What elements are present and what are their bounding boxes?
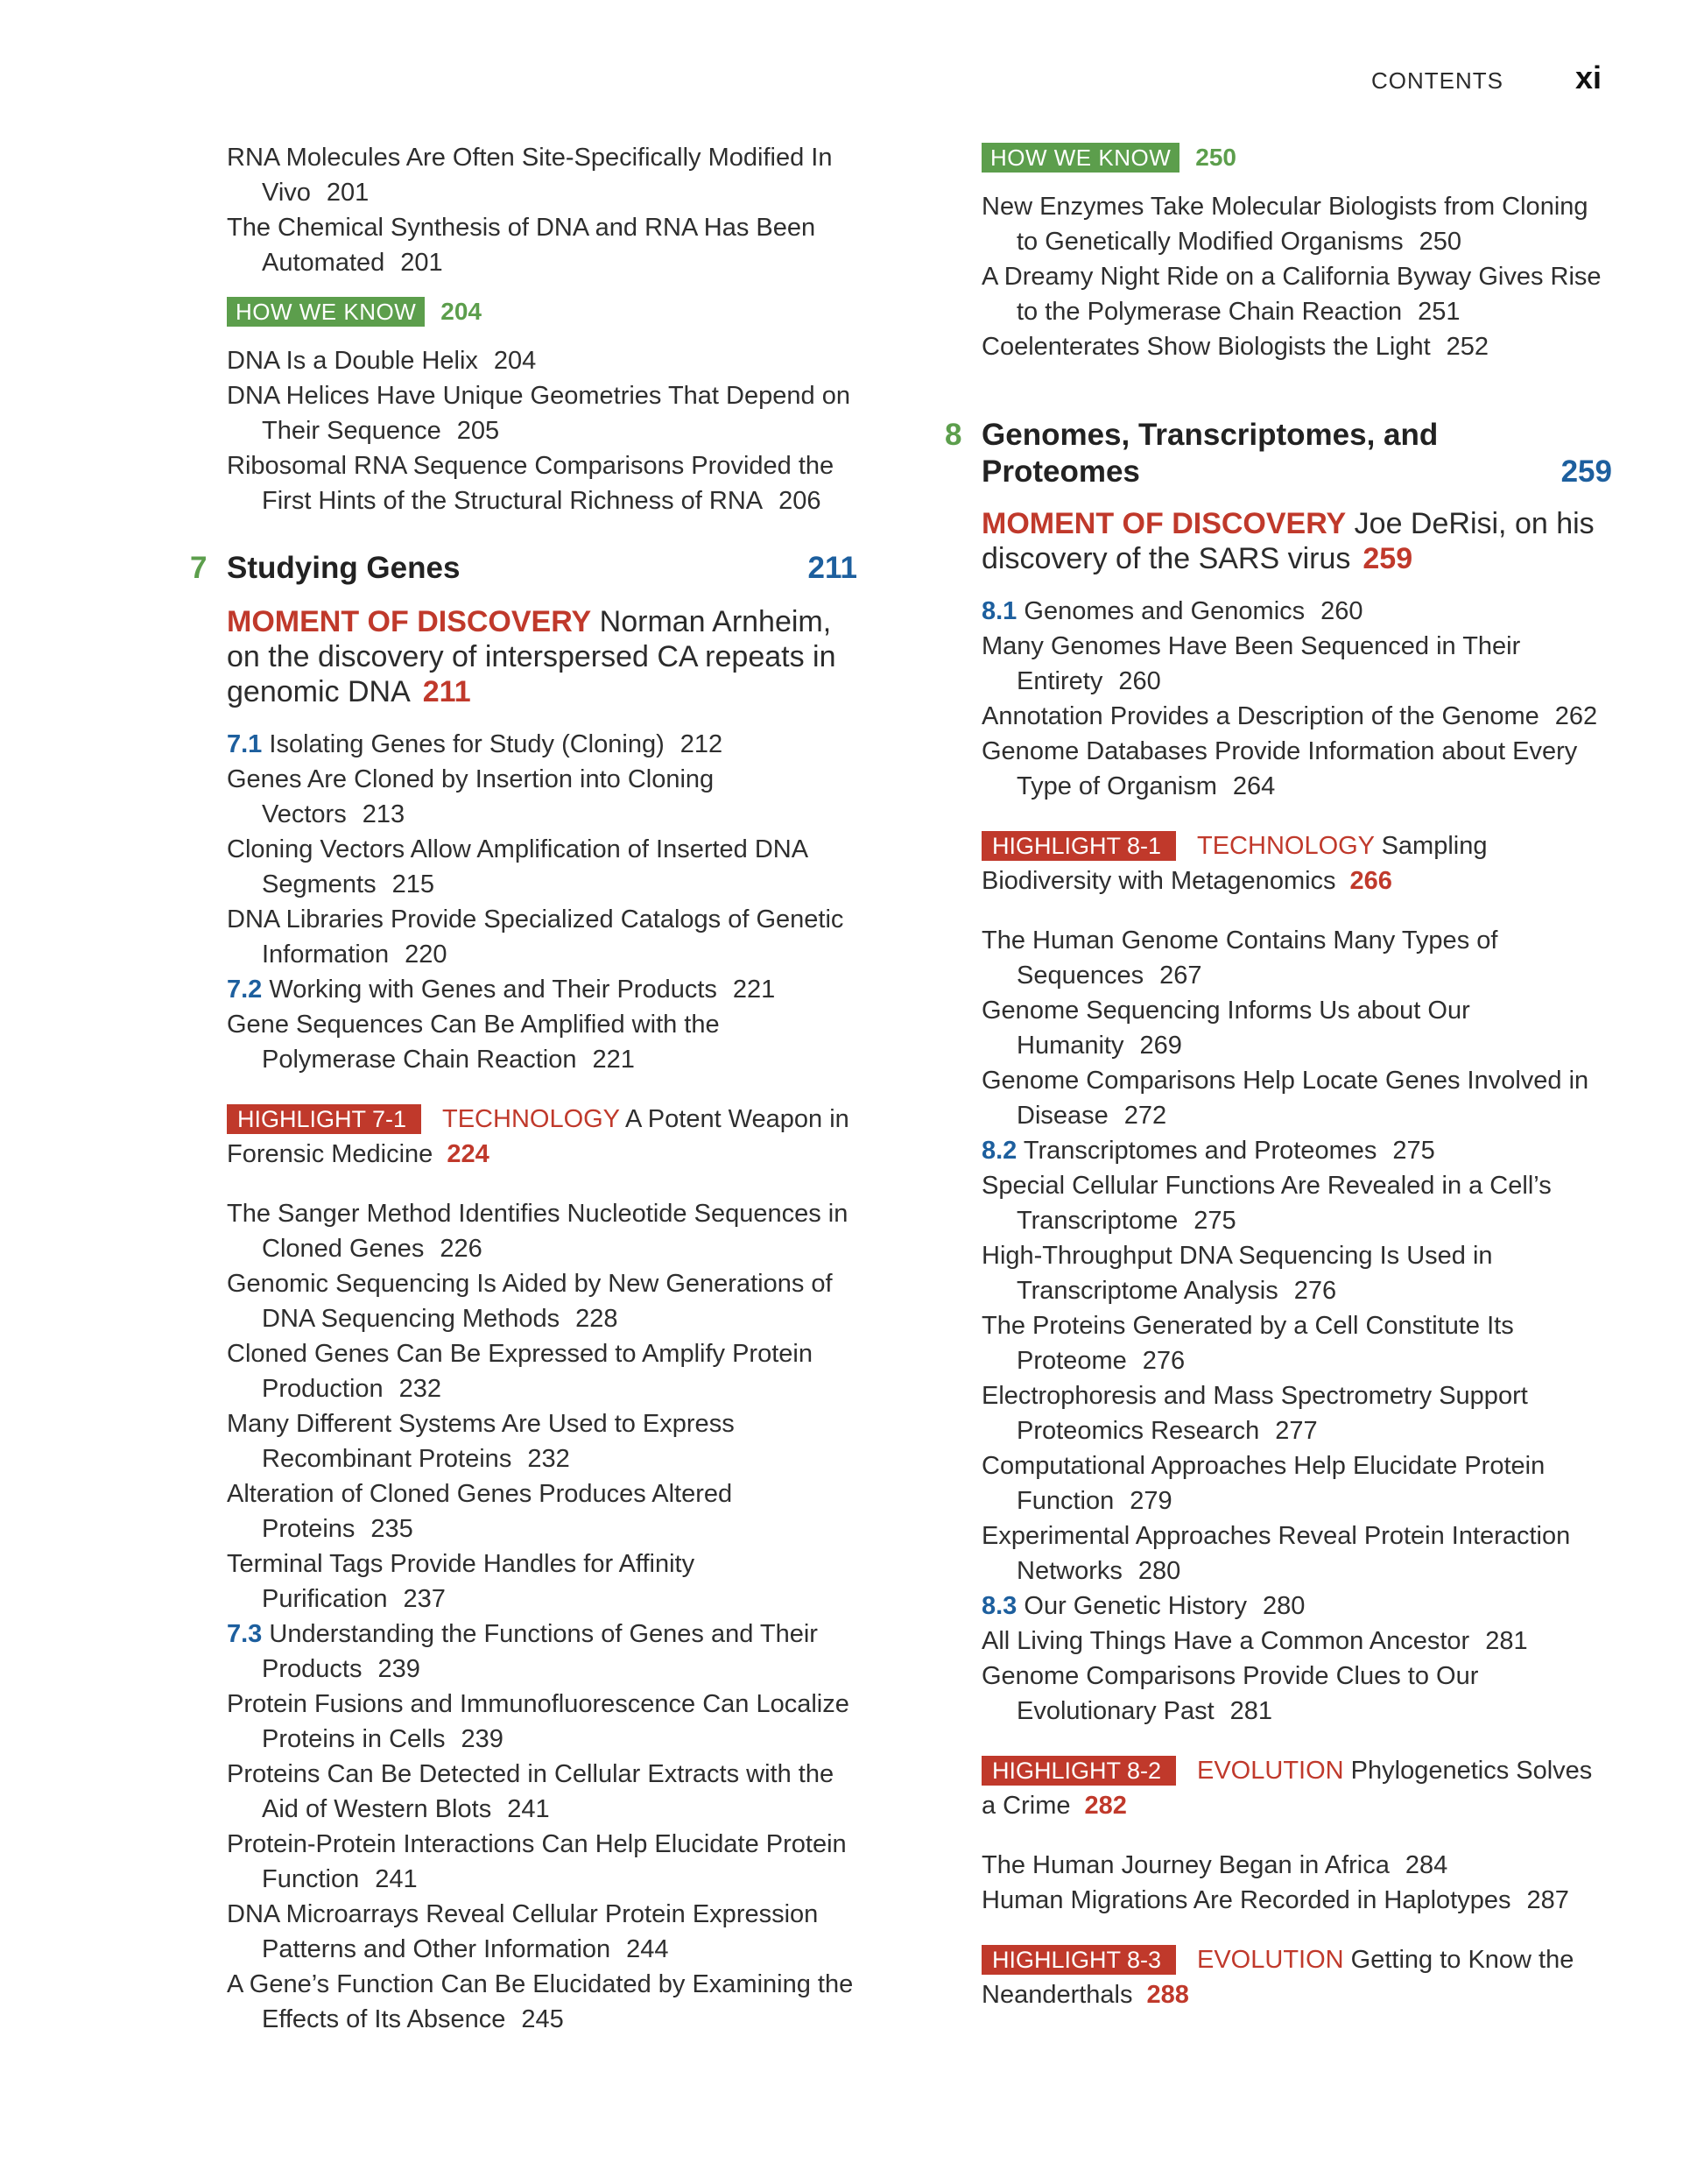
- toc-list: [227, 140, 857, 280]
- moment-of-discovery: [982, 506, 1612, 576]
- toc-entry-page: 245: [521, 2005, 564, 2033]
- section-number: 8.3: [982, 1592, 1017, 1620]
- toc-entry-title: Many Genomes Have Been Sequenced in Their Entirety: [982, 632, 1521, 695]
- toc-entry: [227, 832, 857, 902]
- toc-entry-page: 277: [1275, 1417, 1318, 1445]
- chapter-title-line-2: Proteomes: [982, 454, 1140, 489]
- toc-list: [982, 189, 1612, 364]
- toc-entry-title: Terminal Tags Provide Handles for Affinity Purification: [227, 1550, 695, 1613]
- left-column: [190, 140, 857, 2037]
- toc-entry-page: 281: [1485, 1627, 1528, 1655]
- highlight-page: 282: [1084, 1792, 1127, 1820]
- moment-label: MOMENT OF DISCOVERY: [227, 605, 592, 638]
- section-number: 7.2: [227, 976, 263, 1004]
- highlight-title: Getting to Know the Neanderthals: [982, 1946, 1574, 2009]
- toc-list: [982, 594, 1612, 804]
- toc-entry-title: Protein-Protein Interactions Can Help Elucidate Protein Function: [227, 1830, 847, 1893]
- toc-entry: [227, 1617, 857, 1687]
- toc-entry-title: Cloning Vectors Allow Amplification of Inserted DNA Segments: [227, 835, 807, 898]
- toc-entry-page: 239: [461, 1725, 503, 1753]
- toc-entry-page: 264: [1232, 772, 1276, 800]
- toc-entry-title: A Dreamy Night Ride on a California Byway Gives Rise to the Polymerase Chain Reaction: [982, 263, 1602, 326]
- chapter-title-line-1: Genomes, Transcriptomes, and: [982, 418, 1439, 452]
- toc-entry: [982, 1063, 1612, 1133]
- toc-entry: [227, 1967, 857, 2037]
- moment-page: 259: [1362, 542, 1413, 575]
- toc-entry: [227, 1476, 857, 1546]
- toc-entry-title: Proteins Can Be Detected in Cellular Extracts with the Aid of Western Blots: [227, 1760, 834, 1823]
- toc-entry-title: The Chemical Synthesis of DNA and RNA Has Been Automated: [227, 214, 816, 277]
- toc-entry: [982, 1448, 1612, 1518]
- toc-entry: [982, 1848, 1612, 1883]
- section-number: 7.1: [227, 730, 263, 758]
- toc-entry: [227, 1757, 857, 1827]
- chapter-heading: [190, 550, 857, 587]
- toc-entry-title: Our Genetic History: [1024, 1592, 1248, 1620]
- toc-entry-title: High-Throughput DNA Sequencing Is Used in Transcriptome Analysis: [982, 1242, 1493, 1305]
- toc-entry-title: DNA Is a Double Helix: [227, 347, 478, 375]
- toc-entry-page: 241: [375, 1865, 418, 1893]
- toc-entry-title: Protein Fusions and Immunofluorescence Can Localize Proteins in Cells: [227, 1690, 849, 1753]
- toc-entry-page: 280: [1263, 1592, 1306, 1620]
- toc-entry: [227, 140, 857, 210]
- chapter-title: Studying Genes: [227, 551, 461, 585]
- toc-entry-page: 201: [400, 249, 443, 277]
- how-we-know-label: HOW WE KNOW: [982, 143, 1179, 173]
- running-header-label: CONTENTS: [1370, 67, 1503, 94]
- toc-list: [982, 1848, 1612, 1918]
- toc-entry-page: 201: [326, 179, 370, 207]
- toc-entry-title: Transcriptomes and Proteomes: [1023, 1137, 1377, 1165]
- toc-list: [227, 727, 857, 1077]
- highlight-box: [982, 1942, 1612, 2012]
- toc-entry-title: Genes Are Cloned by Insertion into Cloning Vectors: [227, 765, 715, 828]
- toc-entry-page: 220: [405, 941, 447, 969]
- toc-entry-page: 232: [398, 1375, 442, 1403]
- toc-entry-title: Working with Genes and Their Products: [269, 976, 717, 1004]
- highlight-title: A Potent Weapon in Forensic Medicine: [227, 1105, 849, 1168]
- toc-entry-page: 276: [1293, 1277, 1337, 1305]
- toc-entry-page: 215: [391, 870, 434, 898]
- section-number: 8.1: [982, 597, 1017, 625]
- toc-entry: [982, 189, 1612, 259]
- toc-entry-page: 252: [1446, 333, 1489, 361]
- toc-entry: [982, 923, 1612, 993]
- toc-entry: [227, 448, 857, 518]
- toc-entry: [982, 1133, 1612, 1168]
- toc-entry-title: RNA Molecules Are Often Site-Specifically Modified In Vivo: [227, 144, 833, 207]
- toc-entry-title: Special Cellular Functions Are Revealed in a Cell’s Transcriptome: [982, 1172, 1552, 1235]
- section-number: 7.3: [227, 1620, 263, 1648]
- toc-entry: [227, 1546, 857, 1617]
- toc-entry-page: 260: [1118, 667, 1161, 695]
- toc-entry-title: The Human Journey Began in Africa: [982, 1851, 1390, 1879]
- toc-entry-page: 250: [1419, 228, 1462, 256]
- toc-entry-page: 206: [778, 487, 821, 515]
- toc-entry: [227, 762, 857, 832]
- toc-entry: [982, 1308, 1612, 1378]
- toc-entry-title: Alteration of Cloned Genes Produces Altered Proteins: [227, 1480, 733, 1543]
- toc-entry-page: 239: [377, 1655, 420, 1683]
- toc-entry: [982, 1883, 1612, 1918]
- running-header: [1371, 60, 1602, 96]
- toc-entry-title: Understanding the Functions of Genes and Their Products: [262, 1620, 818, 1683]
- page-number: xi: [1574, 60, 1602, 95]
- toc-entry-page: 275: [1194, 1207, 1236, 1235]
- toc-entry-page: 267: [1159, 962, 1202, 990]
- toc-entry-title: DNA Libraries Provide Specialized Catalogs of Genetic Information: [227, 905, 844, 969]
- toc-entry-title: Experimental Approaches Reveal Protein Interaction Networks: [982, 1522, 1571, 1585]
- how-we-know-box: [982, 140, 1612, 175]
- highlight-category: EVOLUTION: [1197, 1946, 1344, 1974]
- toc-entry-title: Coelenterates Show Biologists the Light: [982, 333, 1431, 361]
- toc-entry: [227, 1687, 857, 1757]
- toc-entry: [982, 1378, 1612, 1448]
- toc-entry-page: 251: [1418, 298, 1461, 326]
- highlight-page: 266: [1349, 867, 1392, 895]
- toc-entry-page: 276: [1142, 1347, 1186, 1375]
- toc-entry-page: 228: [575, 1305, 618, 1333]
- toc-entry-page: 235: [370, 1515, 413, 1543]
- toc-entry: [227, 1406, 857, 1476]
- toc-entry-title: New Enzymes Take Molecular Biologists from Cloning to Genetically Modified Organisms: [982, 193, 1588, 256]
- highlight-box: [982, 828, 1612, 898]
- how-we-know-page: 204: [440, 298, 482, 325]
- toc-entry-page: 279: [1130, 1487, 1172, 1515]
- section-number: 8.2: [982, 1137, 1017, 1165]
- moment-page: 211: [422, 675, 471, 708]
- toc-list: [227, 1196, 857, 2037]
- toc-entry-page: 272: [1123, 1102, 1167, 1130]
- toc-entry-page: 241: [507, 1795, 550, 1823]
- toc-entry: [227, 210, 857, 280]
- toc-entry-page: 204: [493, 347, 537, 375]
- highlight-page: 224: [447, 1140, 489, 1168]
- toc-entry: [982, 259, 1612, 329]
- toc-entry: [982, 734, 1612, 804]
- toc-entry-title: Genome Databases Provide Information about Every Type of Organism: [982, 737, 1578, 800]
- toc-entry-title: Genome Sequencing Informs Us about Our Humanity: [982, 997, 1470, 1060]
- highlight-tag: HIGHLIGHT 8-2: [982, 1756, 1176, 1786]
- toc-entry-page: 275: [1392, 1137, 1435, 1165]
- toc-entry-title: A Gene’s Function Can Be Elucidated by Examining the Effects of Its Absence: [227, 1970, 854, 2033]
- toc-entry-title: All Living Things Have a Common Ancestor: [982, 1627, 1470, 1655]
- toc-entry: [982, 993, 1612, 1063]
- toc-entry: [982, 1168, 1612, 1238]
- toc-list: [982, 923, 1612, 1729]
- toc-entry-page: 281: [1229, 1697, 1273, 1725]
- toc-entry-page: 287: [1526, 1886, 1569, 1914]
- toc-entry-page: 221: [732, 976, 776, 1004]
- highlight-page: 288: [1146, 1981, 1189, 2009]
- highlight-category: EVOLUTION: [1197, 1757, 1344, 1785]
- toc-entry-page: 280: [1137, 1557, 1181, 1585]
- highlight-tag: HIGHLIGHT 8-1: [982, 831, 1176, 861]
- moment-of-discovery: [227, 604, 857, 709]
- toc-entry-title: Genome Comparisons Help Locate Genes Involved in Disease: [982, 1067, 1589, 1130]
- toc-entry-page: 221: [592, 1046, 635, 1074]
- toc-entry-title: Genome Comparisons Provide Clues to Our Evolutionary Past: [982, 1662, 1479, 1725]
- toc-entry: [227, 902, 857, 972]
- right-column: [945, 140, 1612, 2012]
- toc-entry-title: Cloned Genes Can Be Expressed to Amplify Protein Production: [227, 1340, 813, 1403]
- toc-entry: [227, 1827, 857, 1897]
- toc-entry-title: The Human Genome Contains Many Types of Sequences: [982, 926, 1498, 990]
- toc-entry-title: Genomes and Genomics: [1024, 597, 1306, 625]
- toc-entry-title: Ribosomal RNA Sequence Comparisons Provided the First Hints of the Structural Richness of RNA: [227, 452, 834, 515]
- toc-entry-title: Gene Sequences Can Be Amplified with the Polymerase Chain Reaction: [227, 1011, 720, 1074]
- toc-entry-page: 260: [1320, 597, 1363, 625]
- how-we-know-label: HOW WE KNOW: [227, 297, 425, 327]
- highlight-title: Sampling Biodiversity with Metagenomics: [982, 832, 1488, 895]
- highlight-box: [982, 1753, 1612, 1823]
- highlight-category: TECHNOLOGY: [442, 1105, 620, 1133]
- toc-entry-title: Genomic Sequencing Is Aided by New Generations of DNA Sequencing Methods: [227, 1270, 833, 1333]
- chapter-heading: [945, 417, 1612, 490]
- toc-entry-title: DNA Microarrays Reveal Cellular Protein Expression Patterns and Other Information: [227, 1900, 819, 1963]
- toc-entry: [227, 1266, 857, 1336]
- toc-entry: [227, 378, 857, 448]
- toc-entry: [982, 699, 1612, 734]
- toc-entry: [227, 1897, 857, 1967]
- toc-entry-title: Annotation Provides a Description of the Genome: [982, 702, 1539, 730]
- toc-entry: [982, 1589, 1612, 1624]
- toc-entry: [227, 1007, 857, 1077]
- chapter-number: 7: [190, 551, 208, 585]
- toc-entry-title: The Sanger Method Identifies Nucleotide Sequences in Cloned Genes: [227, 1200, 848, 1263]
- toc-entry-title: Many Different Systems Are Used to Express Recombinant Proteins: [227, 1410, 735, 1473]
- toc-entry-page: 284: [1405, 1851, 1448, 1879]
- chapter-page: 259: [1560, 454, 1612, 489]
- toc-entry: [982, 629, 1612, 699]
- highlight-title: Phylogenetics Solves a Crime: [982, 1757, 1593, 1820]
- highlight-category: TECHNOLOGY: [1197, 832, 1375, 860]
- moment-label: MOMENT OF DISCOVERY: [982, 507, 1347, 540]
- toc-entry-page: 212: [679, 730, 723, 758]
- toc-entry-page: 237: [403, 1585, 446, 1613]
- highlight-tag: HIGHLIGHT 8-3: [982, 1945, 1176, 1975]
- toc-entry-page: 262: [1554, 702, 1598, 730]
- toc-entry: [227, 1336, 857, 1406]
- toc-entry-page: 232: [527, 1445, 570, 1473]
- toc-entry-title: Computational Approaches Help Elucidate Protein Function: [982, 1452, 1546, 1515]
- chapter-page: 211: [807, 551, 857, 585]
- toc-entry-page: 244: [626, 1935, 669, 1963]
- toc-entry-page: 226: [440, 1235, 482, 1263]
- toc-entry: [982, 594, 1612, 629]
- toc-entry: [982, 1238, 1612, 1308]
- toc-entry-page: 205: [456, 417, 500, 445]
- toc-entry: [227, 1196, 857, 1266]
- toc-entry: [982, 329, 1612, 364]
- moment-text: Norman Arnheim, on the discovery of interspersed CA repeats in genomic DNA: [227, 605, 836, 708]
- toc-entry-page: 269: [1139, 1032, 1182, 1060]
- toc-entry-title: Human Migrations Are Recorded in Haplotypes: [982, 1886, 1511, 1914]
- toc-entry-title: The Proteins Generated by a Cell Constitute Its Proteome: [982, 1312, 1514, 1375]
- toc-entry: [227, 343, 857, 378]
- toc-entry-title: Isolating Genes for Study (Cloning): [269, 730, 665, 758]
- toc-entry-title: Electrophoresis and Mass Spectrometry Support Proteomics Research: [982, 1382, 1528, 1445]
- toc-entry: [982, 1624, 1612, 1659]
- moment-text: Joe DeRisi, on his discovery of the SARS virus: [982, 507, 1595, 575]
- how-we-know-box: [227, 294, 857, 329]
- toc-entry-page: 213: [362, 800, 405, 828]
- highlight-box: [227, 1102, 857, 1172]
- toc-entry-title: DNA Helices Have Unique Geometries That Depend on Their Sequence: [227, 382, 850, 445]
- toc-entry: [227, 727, 857, 762]
- toc-list: [227, 343, 857, 518]
- toc-entry: [227, 972, 857, 1007]
- toc-entry: [982, 1518, 1612, 1589]
- chapter-number: 8: [945, 418, 962, 452]
- how-we-know-page: 250: [1195, 144, 1236, 171]
- highlight-tag: HIGHLIGHT 7-1: [227, 1104, 421, 1134]
- toc-entry: [982, 1659, 1612, 1729]
